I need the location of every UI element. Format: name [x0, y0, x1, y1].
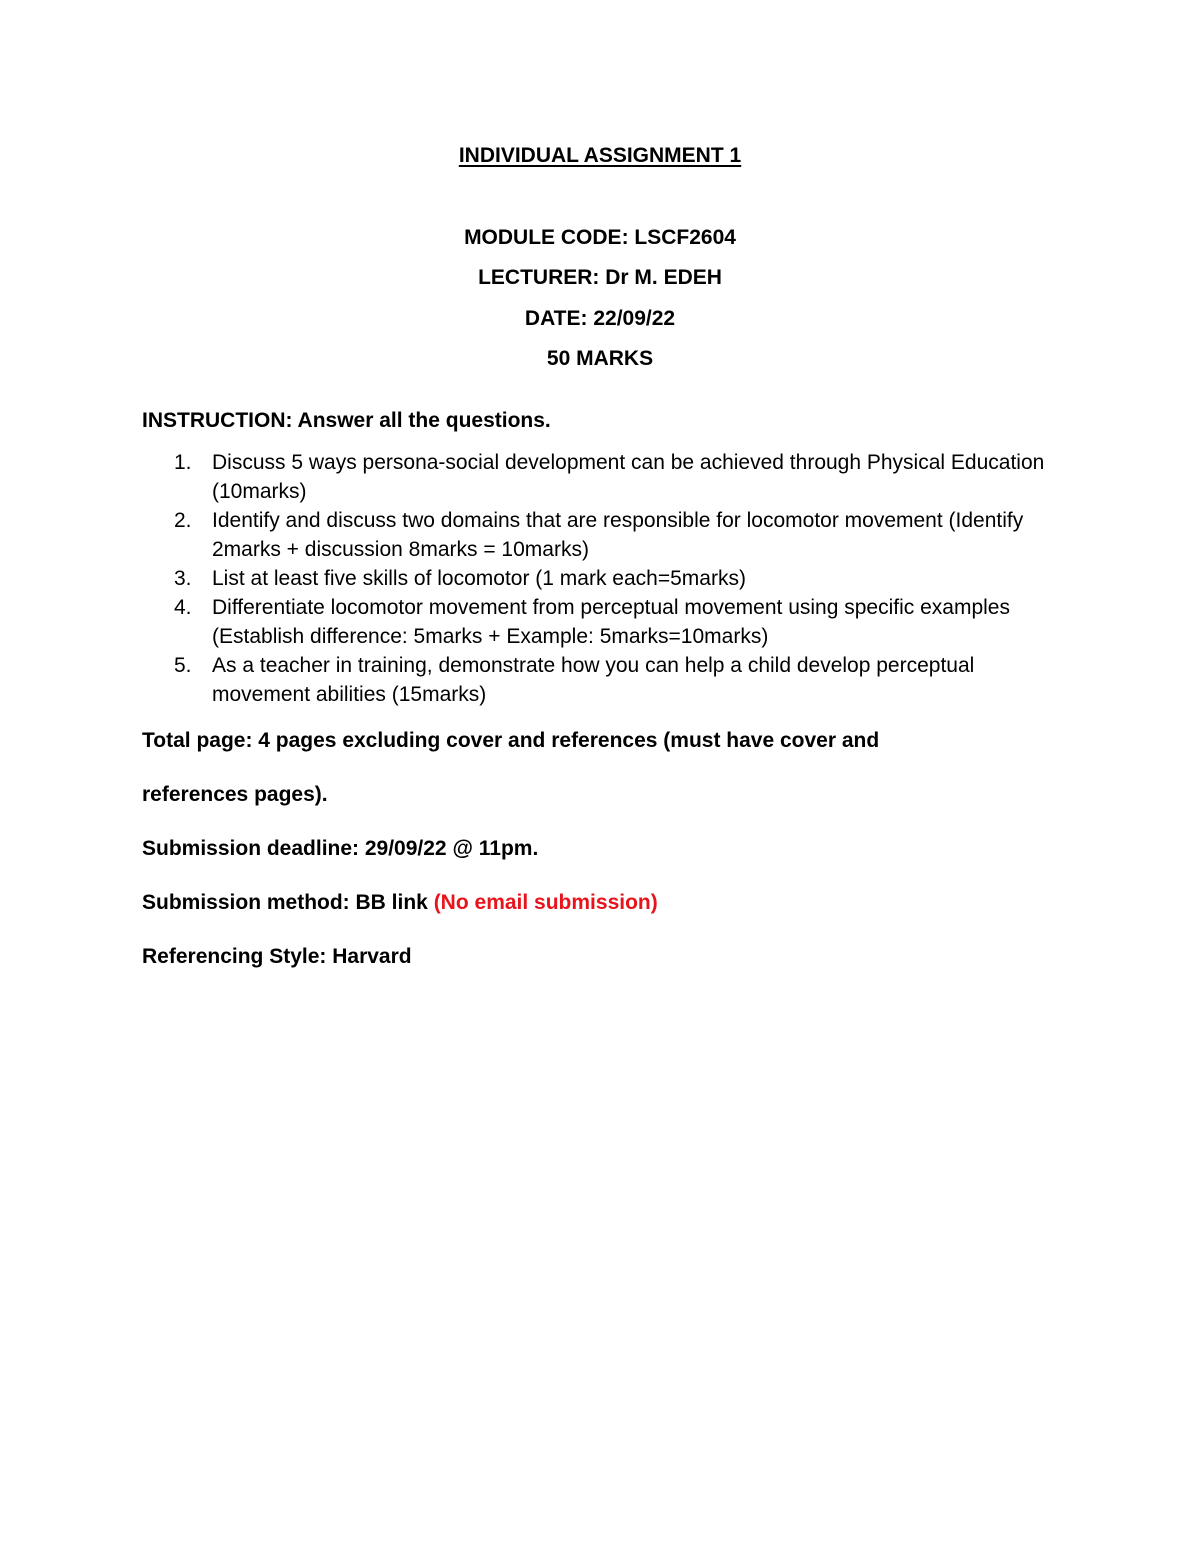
- assignment-title: INDIVIDUAL ASSIGNMENT 1: [458, 144, 742, 167]
- question-item: [142, 506, 1062, 564]
- question-list: [142, 448, 1062, 709]
- instruction-text: : Answer all the questions.: [285, 409, 551, 432]
- instruction: [142, 409, 551, 433]
- question-number: 4.: [174, 596, 192, 619]
- question-number: 5.: [174, 654, 192, 677]
- submission-method: [142, 891, 658, 915]
- question-text: List at least five skills of locomotor (1 mark each=5marks): [212, 567, 746, 590]
- question-item: [142, 651, 1062, 709]
- referencing-style: Referencing Style: Harvard: [142, 945, 412, 968]
- question-text: Identify and discuss two domains that are responsible for locomotor movement (Identify 2marks + discussion 8marks = 10marks): [212, 509, 1024, 561]
- total-page-line-1: Total page: 4 pages excluding cover and references (must have cover and: [142, 729, 880, 752]
- question-item: [142, 564, 1062, 593]
- instruction-label: INSTRUCTION: [142, 409, 286, 432]
- lecturer: LECTURER: Dr M. EDEH: [478, 266, 722, 289]
- question-item: [142, 593, 1062, 651]
- module-code: MODULE CODE: LSCF2604: [464, 226, 736, 249]
- question-text: Differentiate locomotor movement from perceptual movement using specific examples (Establish difference: 5marks + Example: 5marks=10marks): [212, 596, 1010, 648]
- question-number: 3.: [174, 567, 192, 590]
- question-item: [142, 448, 1062, 506]
- date: DATE: 22/09/22: [524, 307, 676, 330]
- question-text: Discuss 5 ways persona-social development can be achieved through Physical Education (10marks): [212, 451, 1045, 503]
- total-page-line-2: references pages).: [142, 783, 328, 806]
- question-number: 1.: [174, 451, 192, 474]
- question-text: As a teacher in training, demonstrate how you can help a child develop perceptual movement abilities (15marks): [212, 654, 975, 706]
- submission-deadline: Submission deadline: 29/09/22 @ 11pm.: [142, 837, 539, 860]
- total-marks: 50 MARKS: [546, 347, 654, 370]
- submission-method-label: Submission method: BB link: [142, 891, 434, 914]
- question-number: 2.: [174, 509, 192, 532]
- submission-method-note: (No email submission): [433, 891, 658, 914]
